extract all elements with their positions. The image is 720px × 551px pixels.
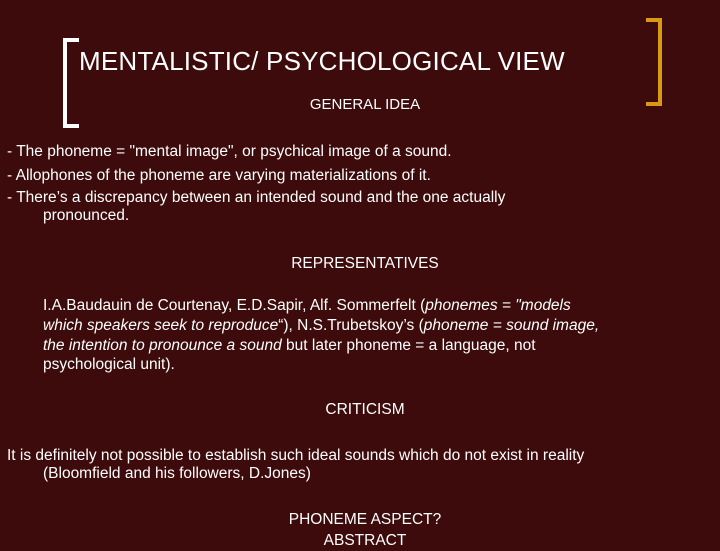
phoneme-aspect-heading: PHONEME ASPECT? xyxy=(288,511,442,528)
slide-title: MENTALISTIC/ PSYCHOLOGICAL VIEW xyxy=(79,46,565,76)
slide-subtitle: GENERAL IDEA xyxy=(309,96,421,113)
representatives-line-4: psychological unit). xyxy=(43,356,175,373)
representatives-line-3: the intention to pronounce a sound but later phoneme = a language, not xyxy=(43,337,536,354)
criticism-line-2: (Bloomfield and his followers, D.Jones) xyxy=(43,465,311,482)
bullet-3-continued: pronounced. xyxy=(43,207,130,224)
bullet-2: - Allophones of the phoneme are varying materializations of it. xyxy=(7,167,431,184)
left-bracket-decoration xyxy=(63,38,79,128)
representatives-heading: REPRESENTATIVES xyxy=(291,255,439,272)
right-bracket-decoration xyxy=(646,18,662,106)
bullet-1: - The phoneme = "mental image", or psychical image of a sound. xyxy=(7,143,452,160)
phoneme-aspect-answer: ABSTRACT xyxy=(323,532,407,549)
representatives-line-1: I.A.Baudauin de Courtenay, E.D.Sapir, Alf. Sommerfelt (phonemes = "models xyxy=(43,297,571,314)
representatives-line-2: which speakers seek to reproduce“), N.S.Trubetskoy’s (phoneme = sound image, xyxy=(43,317,600,334)
criticism-line-1: It is definitely not possible to establish such ideal sounds which do not exist in reality xyxy=(7,447,585,464)
criticism-heading: CRITICISM xyxy=(325,401,405,418)
bullet-3: - There’s a discrepancy between an intended sound and the one actually xyxy=(7,189,506,206)
